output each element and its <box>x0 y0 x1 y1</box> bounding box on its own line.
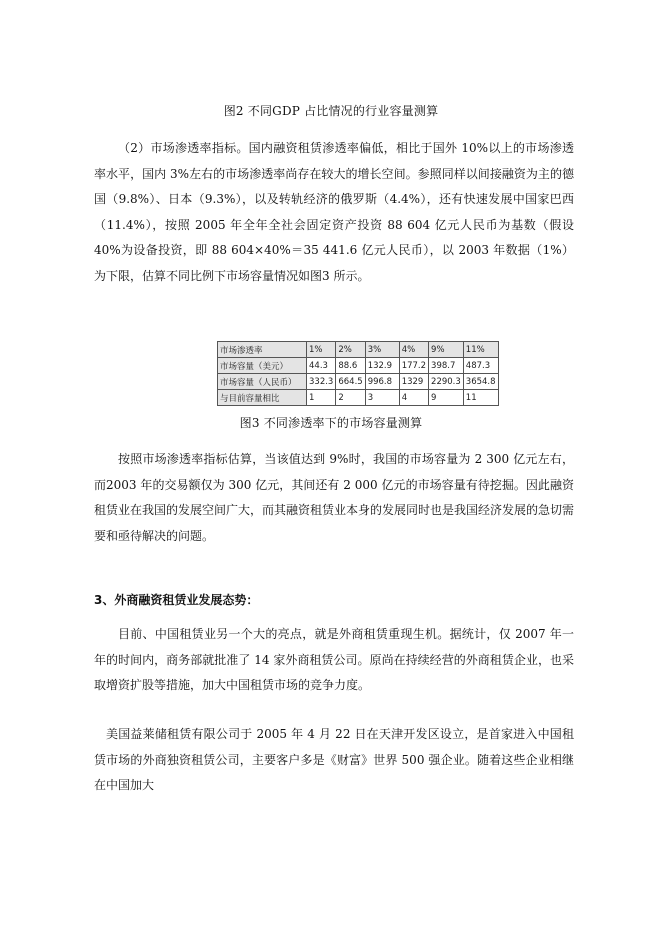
table-header-cell: 3% <box>365 342 399 358</box>
paragraph-foreign-leasing: 目前、中国租赁业另一个大的亮点，就是外商租赁重现生机。据统计，仅 2007 年一年的时间内，商务部就批准了 14 家外商租赁公司。原尚在持续经营的外商租赁企业，也采取增资扩股等措施，加大中国租赁市场的竞争力度。 <box>94 627 574 693</box>
table-cell: 3654.8 <box>463 374 498 390</box>
table-cell: 44.3 <box>307 358 336 374</box>
figure3-caption: 图3 不同渗透率下的市场容量测算 <box>239 416 423 430</box>
table-row-label: 市场容量（人民币） <box>218 374 307 390</box>
table-header-cell: 11% <box>463 342 498 358</box>
table-row <box>218 358 499 374</box>
paragraph-market-penetration: （2）市场渗透率指标。国内融资租赁渗透率偏低，相比于国外 10%以上的市场渗透率水平，国内 3%左右的市场渗透率尚存在较大的增长空间。参照同样以间接融资为主的德国（9.8%）、日本（9.3%），以及转轨经济的俄罗斯（4.4%），还有快速发展中国家巴西（11.4%），按照 2005 年全年全社会固定资产投资 88 604 亿元人民币为基数（假设 40%为设备投资，即 88 604×40%＝35 441.6 亿元人民币），以 2003 年数据（1%）为下限，估算不同比例下市场容量情况如图3 所示。 <box>94 141 574 283</box>
table-cell: 1329 <box>399 374 428 390</box>
table-header-cell: 1% <box>307 342 336 358</box>
table-cell: 487.3 <box>463 358 498 374</box>
table-cell: 996.8 <box>365 374 399 390</box>
table-cell: 1 <box>307 390 336 406</box>
paragraph-estimation: 按照市场渗透率指标估算，当该值达到 9%时，我国的市场容量为 2 300 亿元左右，而2003 年的交易额仅为 300 亿元，其间还有 2 000 亿元的市场容量有待挖掘。因此融资租赁业在我国的发展空间广大，而其融资租赁业本身的发展同时也是我国经济发展的急切需要和亟待解决的问题。 <box>94 452 575 543</box>
table-row <box>218 390 499 406</box>
table-cell: 3 <box>365 390 399 406</box>
table-cell: 664.5 <box>336 374 365 390</box>
table-header-cell: 2% <box>336 342 365 358</box>
market-capacity-table <box>217 341 499 406</box>
table-header-row <box>218 342 499 358</box>
table-cell: 9 <box>429 390 464 406</box>
table-cell: 2290.3 <box>429 374 464 390</box>
table-cell: 88.6 <box>336 358 365 374</box>
table-header-cell: 市场渗透率 <box>218 342 307 358</box>
table-cell: 11 <box>463 390 498 406</box>
table-cell: 332.3 <box>307 374 336 390</box>
table-cell: 177.2 <box>399 358 428 374</box>
table-cell: 398.7 <box>429 358 464 374</box>
table-cell: 2 <box>336 390 365 406</box>
table-cell: 4 <box>399 390 428 406</box>
figure2-caption: 图2 不同GDP 占比情况的行业容量测算 <box>223 104 439 118</box>
table-row-label: 市场容量（美元） <box>218 358 307 374</box>
table-header-cell: 9% <box>429 342 464 358</box>
table-cell: 132.9 <box>365 358 399 374</box>
paragraph-ilaichu: 美国益莱储租赁有限公司于 2005 年 4 月 22 日在天津开发区设立，是首家进入中国租赁市场的外商独资租赁公司，主要客户多是《财富》世界 500 强企业。随着这些企业相继在中国加大 <box>94 727 574 793</box>
table-header-cell: 4% <box>399 342 428 358</box>
table-row-label: 与目前容量相比 <box>218 390 307 406</box>
section-heading-foreign-leasing: 3、外商融资租赁业发展态势： <box>94 593 259 607</box>
table-row <box>218 374 499 390</box>
